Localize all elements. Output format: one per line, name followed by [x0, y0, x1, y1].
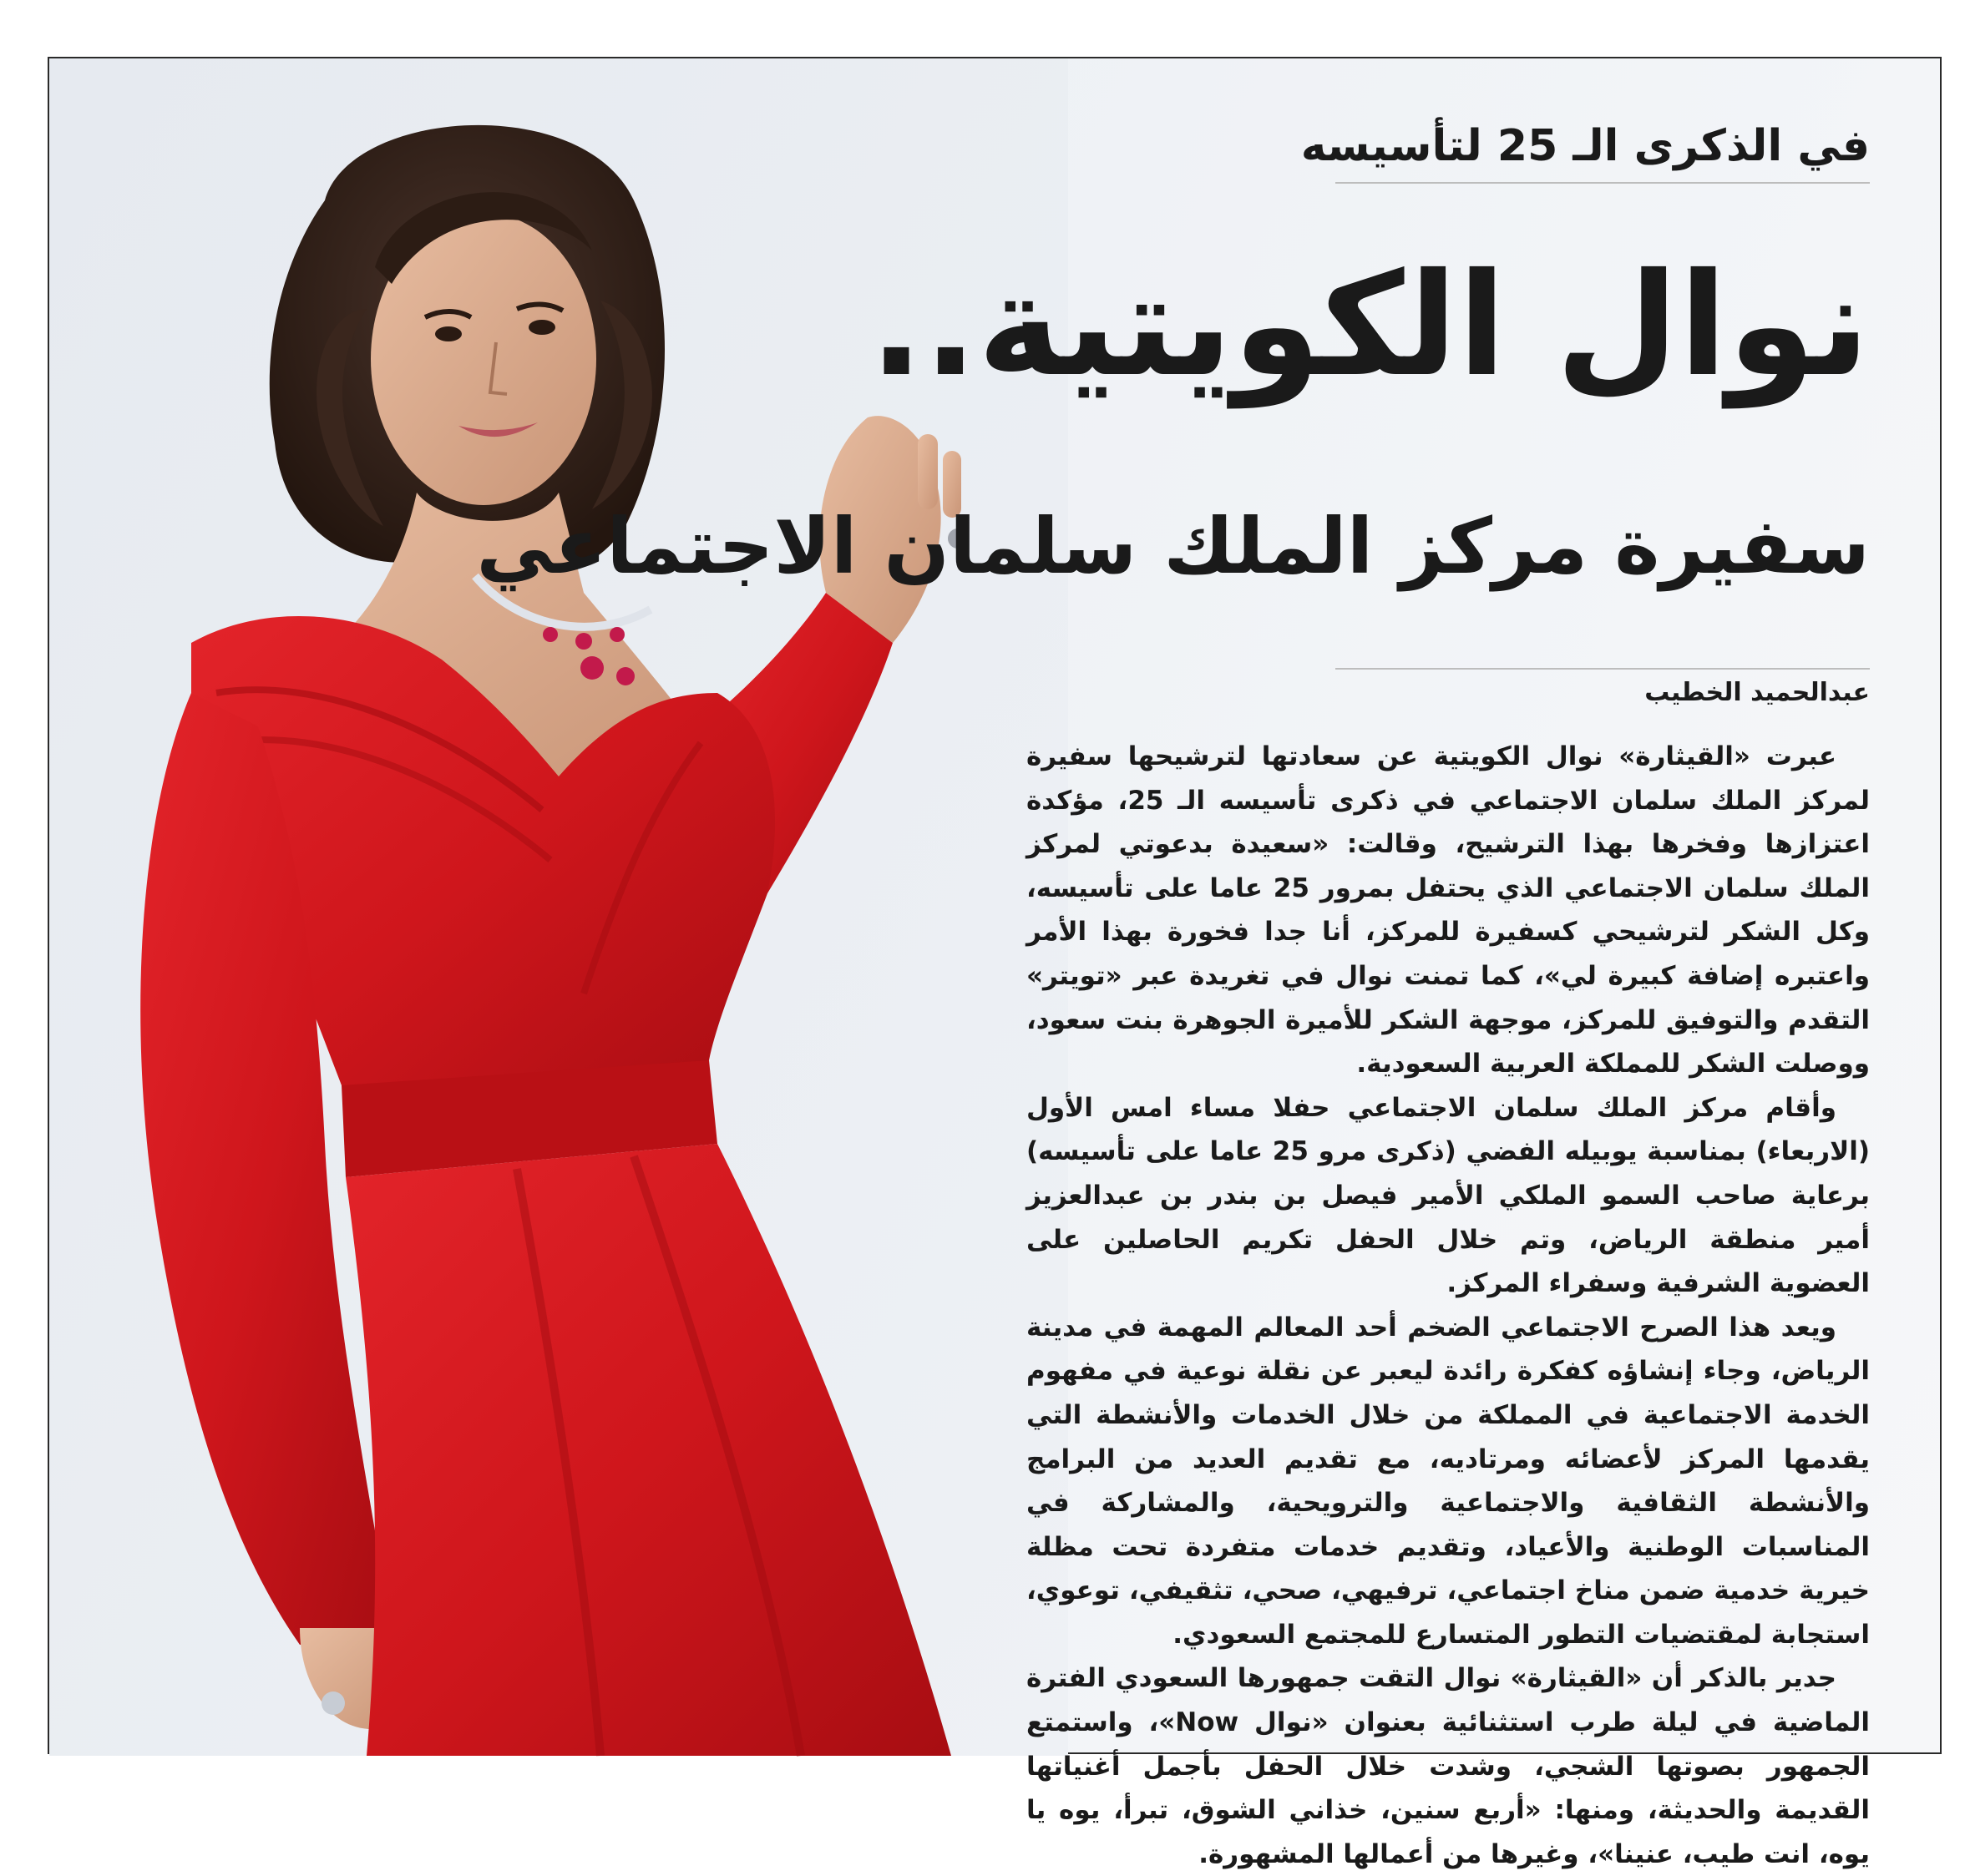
byline-divider — [1335, 668, 1870, 670]
kicker-divider — [1335, 182, 1870, 184]
paragraph: جدير بالذكر أن «القيثارة» نوال التقت جمهورها السعودي الفترة الماضية في ليلة طرب استثنائية بعنوان «نوال Now»، واستمتع الجمهور بصوتها الشجي، وشدت خلال الحفل بأجمل أغنياتها القديمة والحديثة، ومنها: «أربع سنين، خذاني الشوق، تبرأ، يوه يا يوه، انت طيب، عنينا»، وغيرها من أعمالها المشهورة. — [1026, 1663, 1870, 1869]
newspaper-clipping — [48, 57, 1942, 1869]
kicker: في الذكرى الـ 25 لتأسيسه — [1300, 121, 1870, 171]
article-body — [1026, 735, 1870, 1876]
headline: نوال الكويتية.. — [869, 243, 1870, 408]
subheadline: سفيرة مركز الملك سلمان الاجتماعي — [476, 502, 1870, 591]
paragraph: عبرت «القيثارة» نوال الكويتية عن سعادتها لترشيحها سفيرة لمركز الملك سلمان الاجتماعي في ذكرى تأسيسه الـ 25، مؤكدة اعتزازها وفخرها بهذا الترشيح، وقالت: «سعيدة بدعوتي لمركز الملك سلمان الاجتماعي الذي يحتفل بمرور 25 عاما على تأسيسه، وكل الشكر لترشيحي كسفيرة للمركز، أنا جدا فخورة بهذا الأمر واعتبره إضافة كبيرة لي»، كما تمنت نوال في تغريدة عبر «تويتر» التقدم والتوفيق للمركز، موجهة الشكر للأميرة الجوهرة بنت سعود، ووصلت الشكر للمملكة العربية السعودية. — [1026, 741, 1870, 1080]
paragraph: وأقام مركز الملك سلمان الاجتماعي حفلا مساء امس الأول (الاربعاء) بمناسبة يوبيله الفضي (ذكرى مرو 25 عاما على تأسيسه) برعاية صاحب السمو الملكي الأمير فيصل بن بندر بن عبدالعزيز أمير منطقة الرياض، وتم خلال الحفل تكريم الحاصلين على العضوية الشرفية وسفراء المركز. — [1026, 1092, 1870, 1299]
byline: عبدالحميد الخطيب — [1644, 678, 1870, 707]
paragraph: ويعد هذا الصرح الاجتماعي الضخم أحد المعالم المهمة في مدينة الرياض، وجاء إنشاؤه كفكرة رائدة ليعبر عن نقلة نوعية في مفهوم الخدمة الاجتماعية في المملكة من خلال الخدمات والأنشطة التي يقدمها المركز لأعضائه ومرتاديه، مع تقديم العديد من البرامج والأنشطة الثقافية والاجتماعية والترويحية، والمشاركة في المناسبات الوطنية والأعياد، وتقديم خدمات متفردة تحت مظلة خيرية خدمية ضمن مناخ اجتماعي، ترفيهي، صحي، تثقيفي، توعوي، استجابة لمقتضيات التطور المتسارع للمجتمع السعودي. — [1026, 1312, 1870, 1650]
